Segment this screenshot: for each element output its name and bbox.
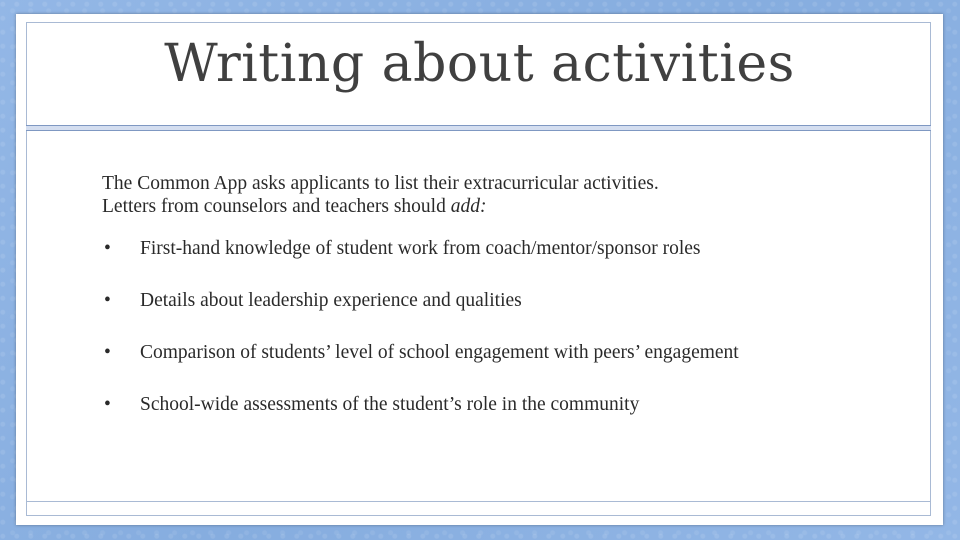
bullet-text: Details about leadership experience and qualities <box>140 290 522 311</box>
bullet-text: School-wide assessments of the student’s role in the community <box>140 394 640 415</box>
list-item <box>102 393 892 416</box>
intro-paragraph <box>102 172 892 218</box>
intro-line-2: Letters from counselors and teachers should <box>102 196 451 217</box>
bullet-list <box>102 237 892 416</box>
bullet-icon: • <box>104 342 111 363</box>
bullet-icon: • <box>104 238 111 259</box>
bullet-text: First-hand knowledge of student work from coach/mentor/sponsor roles <box>140 238 701 259</box>
title-divider <box>26 125 931 131</box>
list-item <box>102 237 892 260</box>
slide-title: Writing about activities <box>164 34 795 94</box>
intro-line-1: The Common App asks applicants to list their extracurricular activities. <box>102 173 659 194</box>
slide <box>16 14 943 525</box>
intro-emphasis: add: <box>450 196 487 217</box>
bottom-divider <box>26 501 931 502</box>
bullet-icon: • <box>104 290 111 311</box>
list-item <box>102 341 892 364</box>
list-item <box>102 289 892 312</box>
bullet-icon: • <box>104 394 111 415</box>
bullet-text: Comparison of students’ level of school engagement with peers’ engagement <box>140 342 739 363</box>
slide-body <box>102 172 892 445</box>
